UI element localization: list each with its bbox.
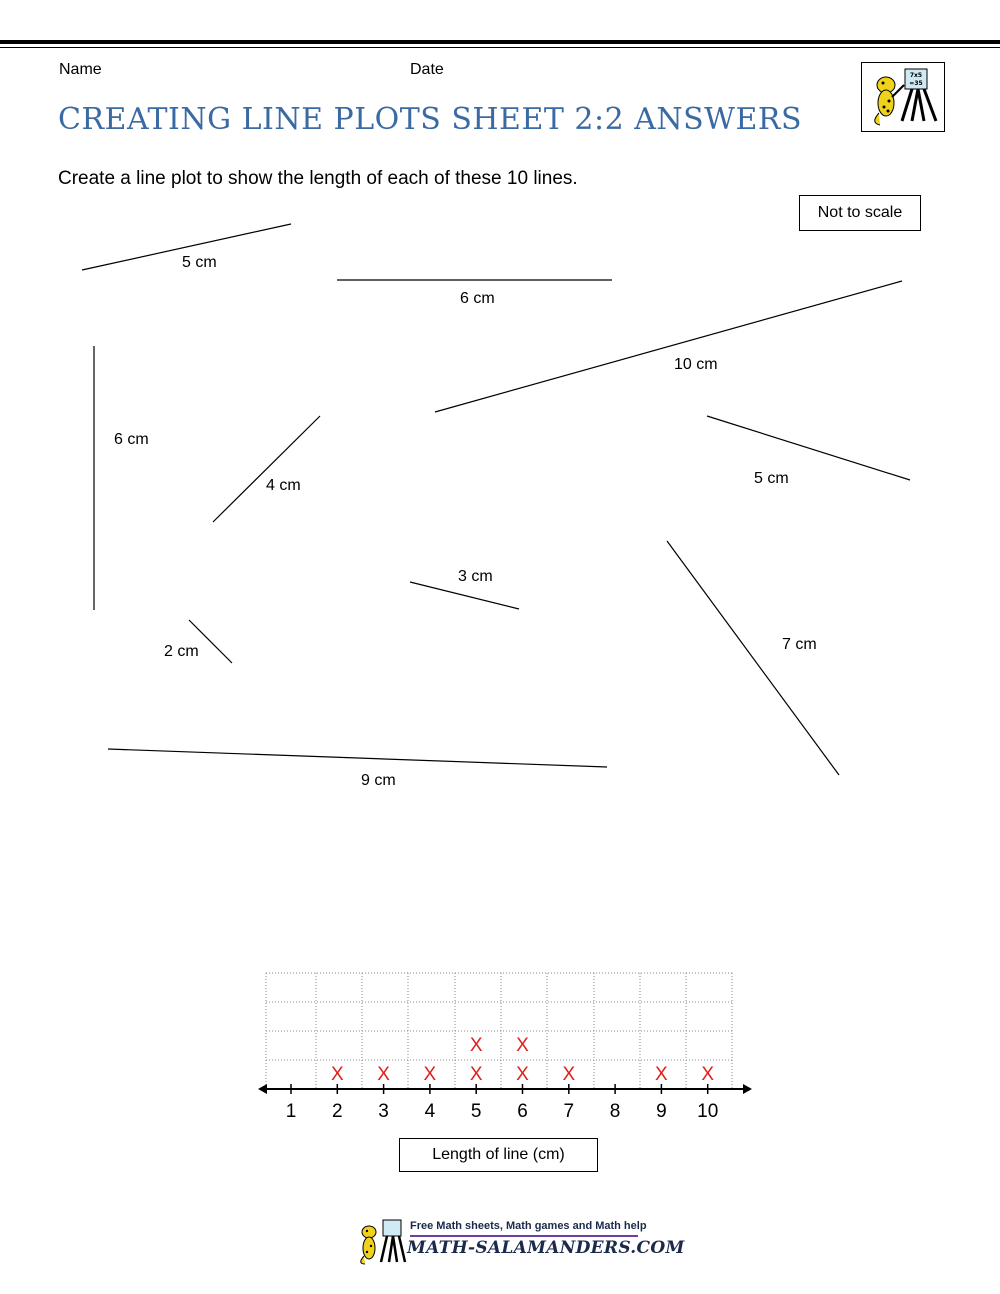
line-segment-3 [435,281,902,412]
plot-mark-x: X [516,1064,529,1085]
line-label-8: 7 cm [782,636,817,653]
line-label-10: 9 cm [361,772,396,789]
x-tick-label: 7 [563,1101,575,1122]
x-tick-label: 6 [517,1101,528,1122]
plot-mark-x: X [330,1064,344,1085]
x-axis-arrow-right [743,1084,752,1094]
line-label-2: 6 cm [460,290,495,307]
x-tick-label: 2 [332,1101,343,1122]
x-tick-label: 1 [285,1101,297,1122]
x-tick-label: 5 [470,1101,482,1122]
line-segment-7 [410,582,519,609]
footer-logo [355,1218,685,1266]
x-axis-title: Length of line (cm) [399,1138,598,1172]
plot-mark-x: X [469,1035,483,1056]
x-tick-label: 3 [378,1101,389,1122]
plot-mark-x: X [701,1064,715,1085]
footer-tagline: Free Math sheets, Math games and Math help [410,1220,647,1232]
plot-mark-x: X [423,1064,437,1085]
line-segment-8 [667,541,839,775]
logo-text-1: 7x5 [909,72,923,79]
x-axis-arrow-left [258,1084,267,1094]
line-label-1: 5 cm [182,254,217,271]
plot-mark-x: X [655,1064,668,1085]
instructions: Create a line plot to show the length of each of these 10 lines. [58,168,578,189]
line-label-6: 5 cm [754,470,789,487]
x-tick-label: 8 [609,1101,621,1122]
line-label-4: 6 cm [114,431,149,448]
date-label: Date [410,61,444,78]
plot-mark-x: X [377,1064,390,1085]
line-plot-chart [250,960,760,1135]
line-label-3: 10 cm [674,356,718,373]
plot-mark-x: X [469,1064,483,1085]
footer-salamander-icon [355,1218,407,1266]
line-label-7: 3 cm [458,568,493,585]
line-segment-5 [213,416,320,522]
page-title: CREATING LINE PLOTS SHEET 2:2 ANSWERS [58,102,803,137]
x-tick-label: 4 [424,1101,436,1122]
line-label-9: 2 cm [164,643,199,660]
footer-site-name: MATH-SALAMANDERS.COM [407,1238,685,1258]
line-label-5: 4 cm [266,477,301,494]
x-tick-label: 10 [697,1101,719,1122]
x-tick-label: 9 [656,1101,667,1122]
line-segment-10 [108,749,607,767]
logo-text-2: =35 [909,80,923,87]
not-to-scale-note: Not to scale [799,195,921,231]
footer-divider [410,1235,638,1237]
name-label: Name [59,61,102,78]
line-segment-6 [707,416,910,480]
plot-mark-x: X [516,1035,529,1056]
plot-mark-x: X [562,1064,576,1085]
